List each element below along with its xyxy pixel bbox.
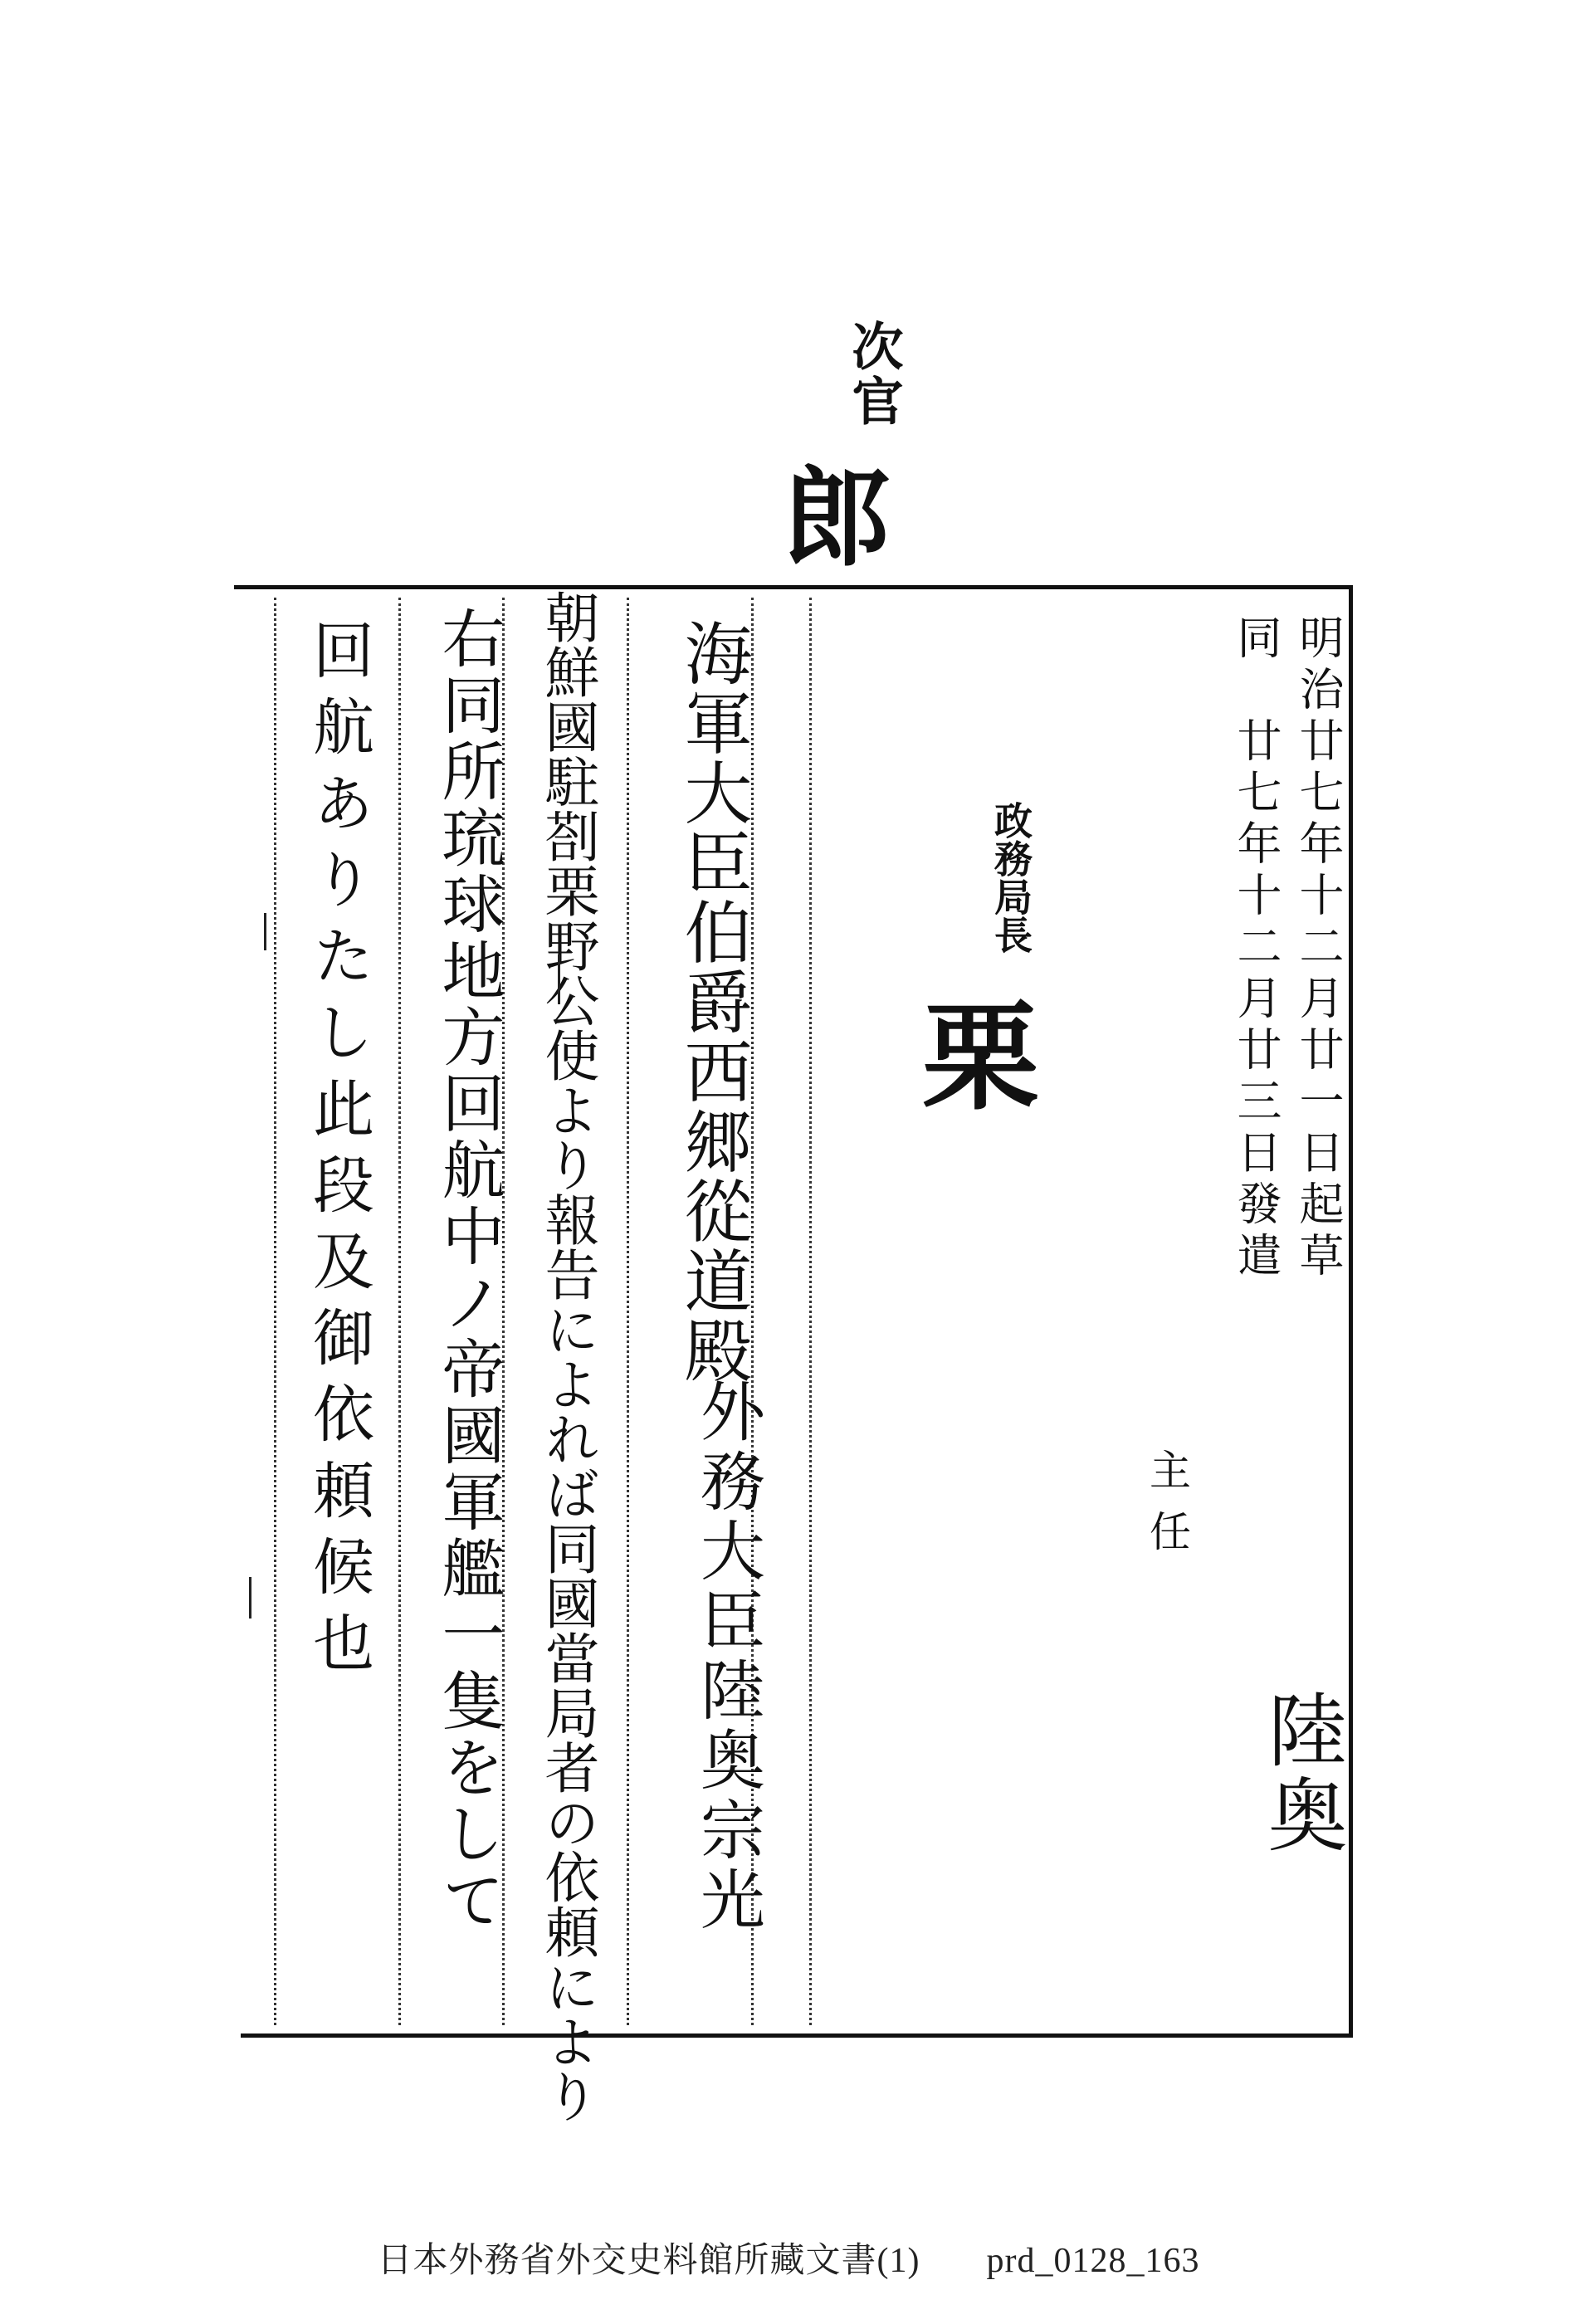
annotation-vice-minister: 次官: [843, 320, 904, 429]
sender-signature: 外務大臣陸奥宗光: [690, 1378, 764, 1936]
margin-stroke: [558, 954, 560, 1004]
column-rule: [809, 598, 812, 2025]
column-rule: [398, 598, 401, 2025]
body-line-4: 回航ありたし此段及御依頼候也: [303, 618, 374, 1687]
margin-stroke: [264, 913, 266, 950]
frame-stub: [234, 585, 241, 589]
document-frame: [241, 585, 1353, 2123]
body-line-addressee: 海軍大臣伯爵西郷從道殿: [673, 618, 752, 1385]
date-drafted: 明治廿七年十二月廿一日起草: [1292, 614, 1345, 1283]
column-rule: [274, 598, 276, 2025]
person-in-charge-seal: 陸奥: [1255, 1689, 1348, 1858]
column-rule: [627, 598, 629, 2025]
bureau-chief-seal: 栗: [903, 996, 1039, 1112]
archive-name: 日本外務省外交史料館所藏文書(1): [377, 2242, 920, 2280]
margin-stroke: [249, 1577, 251, 1618]
archive-caption: [0, 2233, 1577, 2282]
date-dispatched: 同 廿七年十二月廿三日發遣: [1230, 614, 1282, 1283]
body-line-2: 朝鮮國駐剳栗野公使より報告によれば同國當局者の依頼により: [535, 589, 599, 2123]
archive-reference: prd_0128_163: [986, 2242, 1200, 2280]
annotation-seal: 郎: [765, 461, 892, 569]
body-line-3: 右同所琉球地方回航中ノ帝國軍艦一隻をして: [432, 606, 505, 1934]
person-in-charge-label: 主任: [1143, 1448, 1191, 1571]
bureau-chief-note: 政務局長: [989, 801, 1033, 954]
